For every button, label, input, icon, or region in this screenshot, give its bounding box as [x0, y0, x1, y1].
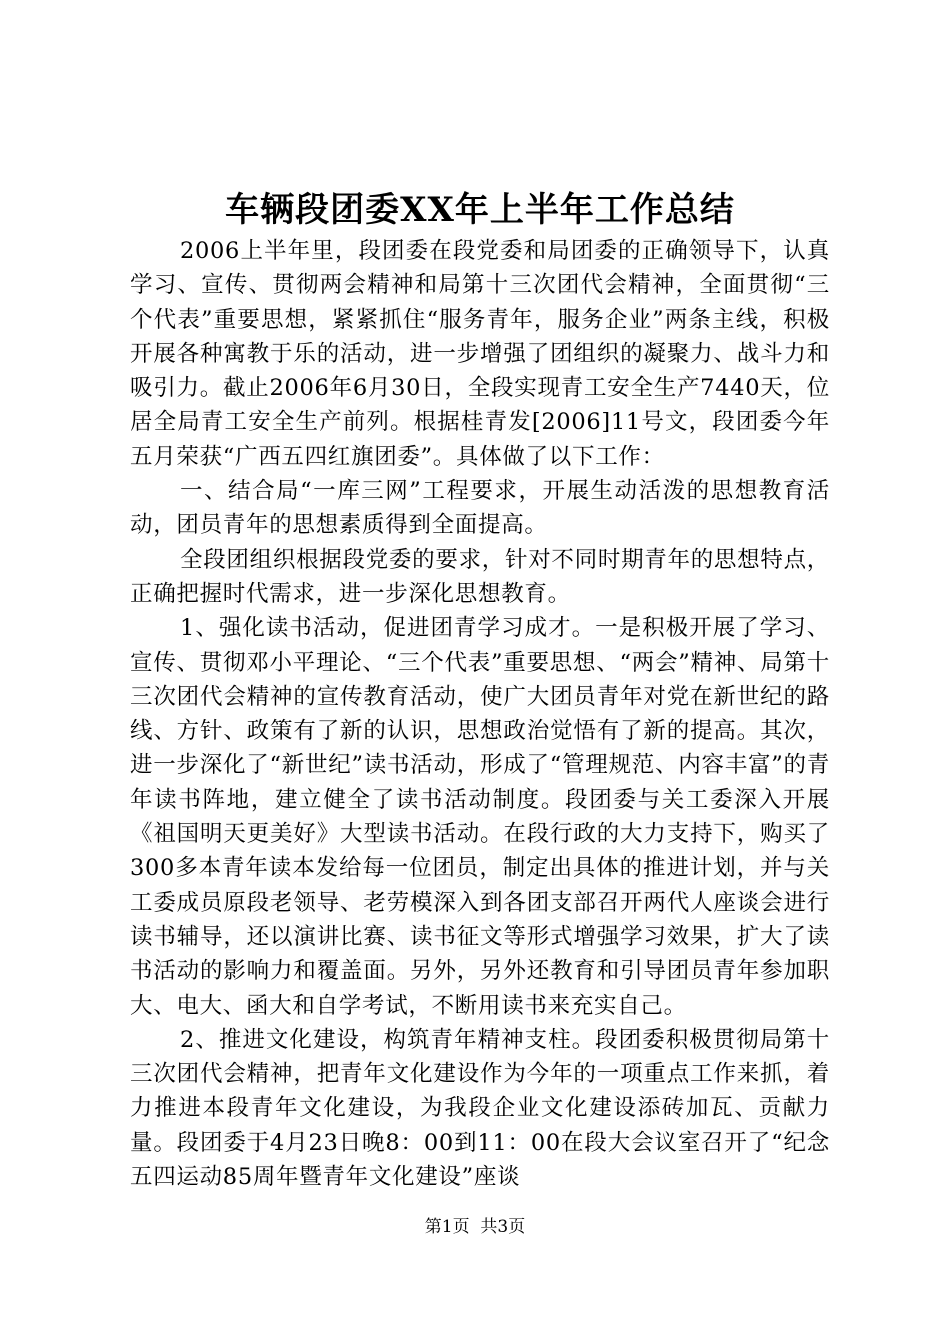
paragraph-intro: 2006上半年里，段团委在段党委和局团委的正确领导下，认真学习、宣传、贯彻两会精神和局第十三次团代会精神，全面贯彻“三个代表”重要思想，紧紧抓住“服务青年，服务企业”两条主线，积极开展各种寓教于乐的活动，进一步增强了团组织的凝聚力、战斗力和吸引力。截止2006年6月30日，全段实现青工安全生产7440天，位居全局青工安全生产前列。根据桂青发[2006]11号文，段团委今年五月荣获“广西五四红旗团委”。具体做了以下工作：: [130, 238, 830, 470]
document-body: [130, 234, 830, 1194]
page-number-current: 第1页: [424, 1217, 470, 1237]
paragraph-item-1: 1、强化读书活动，促进团青学习成才。一是积极开展了学习、宣传、贯彻邓小平理论、“三个代表”重要思想、“两会”精神、局第十三次团代会精神的宣传教育活动，使广大团员青年对党在新世纪的路线、方针、政策有了新的认识，思想政治觉悟有了新的提高。其次，进一步深化了“新世纪”读书活动，形成了“管理规范、内容丰富”的青年读书阵地，建立健全了读书活动制度。段团委与关工委深入开展《祖国明天更美好》大型读书活动。在段行政的大力支持下，购买了300多本青年读本发给每一位团员，制定出具体的推进计划，并与关工委成员原段老领导、老劳模深入到各团支部召开两代人座谈会进行读书辅导，还以演讲比赛、读书征文等形式增强学习效果，扩大了读书活动的影响力和覆盖面。另外，另外还教育和引导团员青年参加职大、电大、函大和自学考试，不断用读书来充实自己。: [130, 615, 830, 1019]
page-number-total: 共3页: [480, 1217, 526, 1237]
paragraph-item-2: 2、推进文化建设，构筑青年精神支柱。段团委积极贯彻局第十三次团代会精神，把青年文化建设作为今年的一项重点工作来抓，着力推进本段青年文化建设，为我段企业文化建设添砖加瓦、贡献力量。段团委于4月23日晚8：00到11：00在段大会议室召开了“纪念五四运动85周年暨青年文化建设”座谈: [130, 1026, 830, 1191]
paragraph-section-heading: 一、结合局“一库三网”工程要求，开展生动活泼的思想教育活动，团员青年的思想素质得到全面提高。: [130, 478, 830, 539]
document-title: 车辆段团委XX年上半年工作总结: [225, 190, 735, 230]
paragraph-section-intro: 全段团组织根据段党委的要求，针对不同时期青年的思想特点，正确把握时代需求，进一步深化思想教育。: [130, 546, 830, 607]
page-footer: [0, 1215, 950, 1239]
